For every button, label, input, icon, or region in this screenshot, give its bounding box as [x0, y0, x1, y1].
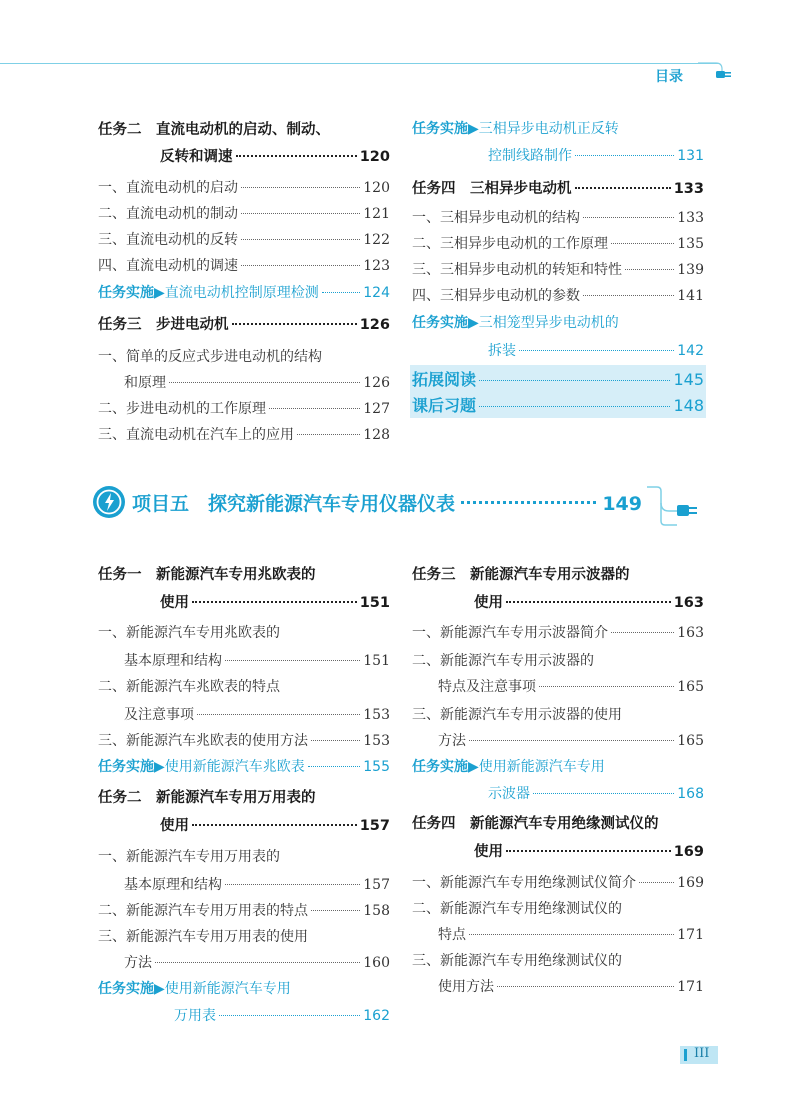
toc-sub-entry[interactable] [412, 622, 704, 642]
project-title: 项目五 探究新能源汽车专用仪器仪表 [132, 493, 456, 515]
header-rule [0, 63, 718, 64]
toc-task-entry[interactable] [412, 563, 704, 584]
entry-page: 120 [359, 149, 390, 165]
leader-dots [506, 850, 671, 852]
entry-page: 153 [363, 707, 390, 723]
toc-sub-entry[interactable] [98, 177, 390, 197]
leader-dots [479, 406, 670, 407]
leader-dots [469, 740, 674, 741]
entry-title: 任务三 步进电动机 [98, 317, 229, 333]
entry-page: 151 [359, 595, 390, 611]
toc-task-entry[interactable] [160, 814, 390, 835]
toc-practice-entry[interactable] [488, 783, 704, 803]
toc-practice-entry[interactable] [412, 118, 704, 138]
entry-title: 特点 [438, 927, 466, 943]
leader-dots [311, 740, 360, 741]
leader-dots [311, 910, 360, 911]
leader-dots [461, 501, 596, 504]
toc-sub-entry[interactable] [412, 207, 704, 227]
entry-title: 使用新能源汽车专用 [164, 981, 291, 997]
toc-sub-entry[interactable] [98, 424, 390, 444]
toc-practice-entry[interactable] [98, 978, 390, 998]
entry-title: 三、新能源汽车专用示波器的使用 [412, 707, 622, 723]
entry-title: 一、新能源汽车专用万用表的 [98, 849, 280, 865]
leader-dots [533, 793, 674, 794]
entry-title: 反转和调速 [160, 149, 233, 165]
leader-dots [297, 434, 360, 435]
entry-page: 127 [363, 401, 390, 417]
cable-plug-icon [647, 483, 707, 529]
entry-page: 163 [673, 595, 704, 611]
entry-title: 方法 [438, 733, 466, 749]
entry-title: 三相异步电动机正反转 [478, 121, 619, 137]
toc-sub-entry[interactable] [98, 255, 390, 275]
entry-title: 二、三相异步电动机的工作原理 [412, 236, 608, 252]
entry-title: 特点及注意事项 [438, 679, 536, 695]
entry-title: 三、新能源汽车专用万用表的使用 [98, 929, 308, 945]
practice-prefix: 任务实施▶ [412, 121, 479, 137]
leader-dots [155, 962, 360, 963]
entry-page: 153 [363, 733, 390, 749]
entry-title: 四、三相异步电动机的参数 [412, 288, 580, 304]
entry-page: 131 [677, 148, 704, 164]
practice-prefix: 任务实施▶ [98, 981, 165, 997]
entry-title: 三、直流电动机在汽车上的应用 [98, 427, 294, 443]
entry-title: 及注意事项 [124, 707, 194, 723]
leader-dots [169, 382, 360, 383]
toc-practice-entry[interactable] [98, 756, 390, 776]
entry-page: 157 [363, 877, 390, 893]
toc-sub-entry[interactable] [98, 926, 390, 946]
entry-title: 使用新能源汽车专用 [478, 759, 605, 775]
entry-page: 145 [673, 370, 704, 389]
toc-sub-entry[interactable] [124, 952, 390, 972]
entry-title: 基本原理和结构 [124, 877, 222, 893]
entry-title: 二、步进电动机的工作原理 [98, 401, 266, 417]
toc-practice-entry[interactable] [488, 340, 704, 360]
leader-dots [192, 824, 357, 826]
entry-page: 169 [673, 844, 704, 860]
page-number: III [694, 1046, 710, 1061]
toc-task-entry[interactable] [160, 591, 390, 612]
project-heading[interactable] [92, 483, 702, 529]
toc-sub-entry[interactable] [98, 346, 390, 366]
leader-dots [506, 601, 671, 603]
gauge-icon [92, 485, 126, 519]
entry-title: 直流电动机控制原理检测 [164, 285, 319, 301]
entry-title: 拆装 [488, 343, 516, 359]
project-page: 149 [602, 493, 642, 515]
leader-dots [639, 882, 674, 883]
entry-title: 三、三相异步电动机的转矩和特性 [412, 262, 622, 278]
entry-title: 使用 [474, 844, 503, 860]
leader-dots [269, 408, 360, 409]
leader-dots [611, 243, 674, 244]
leader-dots [225, 884, 360, 885]
toc-practice-entry[interactable] [98, 282, 390, 302]
toc-sub-entry[interactable] [438, 730, 704, 750]
entry-title: 任务四 新能源汽车专用绝缘测试仪的 [412, 816, 659, 832]
entry-title: 使用 [474, 595, 503, 611]
entry-title: 一、新能源汽车专用兆欧表的 [98, 625, 280, 641]
entry-title: 任务一 新能源汽车专用兆欧表的 [98, 567, 316, 583]
entry-page: 163 [677, 625, 704, 641]
toc-task-entry[interactable] [98, 563, 390, 584]
entry-page: 157 [359, 818, 390, 834]
toc-sub-entry[interactable] [124, 650, 390, 670]
leader-dots [519, 350, 674, 351]
toc-task-entry[interactable] [412, 177, 704, 198]
entry-page: 133 [673, 181, 704, 197]
entry-title: 四、直流电动机的调速 [98, 258, 238, 274]
entry-page: 133 [677, 210, 704, 226]
entry-title: 任务二 新能源汽车专用万用表的 [98, 790, 316, 806]
toc-section-entry[interactable] [410, 391, 706, 418]
entry-title: 三、新能源汽车兆欧表的使用方法 [98, 733, 308, 749]
entry-title: 和原理 [124, 375, 166, 391]
toc-practice-entry[interactable] [488, 145, 704, 165]
entry-title: 二、新能源汽车专用绝缘测试仪的 [412, 901, 622, 917]
entry-title: 一、简单的反应式步进电动机的结构 [98, 349, 322, 365]
toc-sub-entry[interactable] [98, 622, 390, 642]
entry-page: 158 [363, 903, 390, 919]
entry-title: 一、三相异步电动机的结构 [412, 210, 580, 226]
entry-title: 使用 [160, 818, 189, 834]
toc-sub-entry[interactable] [98, 203, 390, 223]
entry-page: 135 [677, 236, 704, 252]
entry-title: 二、新能源汽车兆欧表的特点 [98, 679, 280, 695]
entry-title: 三、直流电动机的反转 [98, 232, 238, 248]
entry-title: 一、新能源汽车专用示波器简介 [412, 625, 608, 641]
toc-sub-entry[interactable] [98, 676, 390, 696]
page-number-badge [680, 1046, 718, 1064]
entry-title: 二、直流电动机的制动 [98, 206, 238, 222]
entry-title: 方法 [124, 955, 152, 971]
entry-title: 任务三 新能源汽车专用示波器的 [412, 567, 630, 583]
leader-dots [232, 323, 357, 325]
header-label: 目录 [655, 69, 683, 85]
entry-page: 142 [677, 343, 704, 359]
toc-sub-entry[interactable] [412, 704, 704, 724]
entry-page: 141 [677, 288, 704, 304]
leader-dots [308, 766, 360, 767]
toc-sub-entry[interactable] [98, 730, 390, 750]
entry-title: 使用方法 [438, 979, 494, 995]
practice-prefix: 任务实施▶ [98, 759, 165, 775]
entry-page: 126 [363, 375, 390, 391]
leader-dots [241, 187, 360, 188]
entry-page: 121 [363, 206, 390, 222]
toc-sub-entry[interactable] [124, 704, 390, 724]
entry-page: 123 [363, 258, 390, 274]
toc-sub-entry[interactable] [412, 650, 704, 670]
leader-dots [225, 660, 360, 661]
leader-dots [322, 292, 360, 293]
leader-dots [583, 217, 674, 218]
entry-page: 169 [677, 875, 704, 891]
leader-dots [575, 155, 674, 156]
toc-sub-entry[interactable] [412, 233, 704, 253]
toc-task-entry[interactable] [160, 145, 390, 166]
toc-sub-entry[interactable] [412, 259, 704, 279]
toc-sub-entry[interactable] [98, 846, 390, 866]
leader-dots [497, 986, 674, 987]
entry-title: 使用 [160, 595, 189, 611]
entry-page: 171 [677, 979, 704, 995]
entry-title: 一、直流电动机的启动 [98, 180, 238, 196]
entry-title: 使用新能源汽车兆欧表 [164, 759, 305, 775]
entry-page: 160 [363, 955, 390, 971]
toc-task-entry[interactable] [474, 840, 704, 861]
leader-dots [197, 714, 360, 715]
entry-title: 课后习题 [412, 396, 477, 415]
practice-prefix: 任务实施▶ [412, 315, 479, 331]
entry-title: 万用表 [174, 1008, 216, 1024]
entry-title: 三相笼型异步电动机的 [478, 315, 619, 331]
leader-dots [219, 1015, 360, 1016]
toc-task-entry[interactable] [98, 118, 390, 139]
entry-title: 三、新能源汽车专用绝缘测试仪的 [412, 953, 622, 969]
toc-sub-entry[interactable] [124, 874, 390, 894]
entry-title: 任务四 三相异步电动机 [412, 181, 572, 197]
practice-prefix: 任务实施▶ [412, 759, 479, 775]
leader-dots [539, 686, 674, 687]
entry-page: 168 [677, 786, 704, 802]
entry-title: 二、新能源汽车专用示波器的 [412, 653, 594, 669]
toc-practice-entry[interactable] [412, 756, 704, 776]
toc-sub-entry[interactable] [98, 900, 390, 920]
entry-page: 120 [363, 180, 390, 196]
leader-dots [241, 213, 360, 214]
toc-sub-entry[interactable] [98, 398, 390, 418]
leader-dots [611, 632, 674, 633]
entry-title: 拓展阅读 [412, 370, 477, 389]
entry-page: 126 [359, 317, 390, 333]
leader-dots [575, 187, 671, 189]
toc-task-entry[interactable] [98, 313, 390, 334]
leader-dots [479, 380, 670, 381]
leader-dots [241, 265, 360, 266]
toc-sub-entry[interactable] [412, 898, 704, 918]
entry-page: 171 [677, 927, 704, 943]
entry-page: 162 [363, 1008, 390, 1024]
entry-page: 128 [363, 427, 390, 443]
entry-title: 任务二 直流电动机的启动、制动、 [98, 122, 330, 138]
leader-dots [236, 155, 357, 157]
toc-sub-entry[interactable] [124, 372, 390, 392]
toc-task-entry[interactable] [412, 812, 704, 833]
entry-page: 151 [363, 653, 390, 669]
plug-icon [698, 60, 738, 84]
entry-page: 155 [363, 759, 390, 775]
toc-practice-entry[interactable] [174, 1005, 390, 1025]
leader-dots [583, 295, 674, 296]
toc-task-entry[interactable] [98, 786, 390, 807]
toc-sub-entry[interactable] [438, 976, 704, 996]
entry-title: 基本原理和结构 [124, 653, 222, 669]
page-marker [684, 1049, 687, 1061]
entry-page: 148 [673, 396, 704, 415]
entry-title: 一、新能源汽车专用绝缘测试仪简介 [412, 875, 636, 891]
toc-section-entry[interactable] [410, 365, 706, 392]
entry-title: 示波器 [488, 786, 530, 802]
toc-sub-entry[interactable] [412, 950, 704, 970]
toc-sub-entry[interactable] [438, 676, 704, 696]
toc-sub-entry[interactable] [438, 924, 704, 944]
toc-sub-entry[interactable] [98, 229, 390, 249]
entry-page: 165 [677, 733, 704, 749]
entry-title: 控制线路制作 [488, 148, 572, 164]
leader-dots [469, 934, 674, 935]
entry-page: 122 [363, 232, 390, 248]
practice-prefix: 任务实施▶ [98, 285, 165, 301]
toc-task-entry[interactable] [474, 591, 704, 612]
toc-practice-entry[interactable] [412, 312, 704, 332]
entry-page: 124 [363, 285, 390, 301]
leader-dots [625, 269, 674, 270]
entry-title: 二、新能源汽车专用万用表的特点 [98, 903, 308, 919]
entry-page: 139 [677, 262, 704, 278]
toc-sub-entry[interactable] [412, 285, 704, 305]
leader-dots [192, 601, 357, 603]
entry-page: 165 [677, 679, 704, 695]
toc-sub-entry[interactable] [412, 872, 704, 892]
leader-dots [241, 239, 360, 240]
